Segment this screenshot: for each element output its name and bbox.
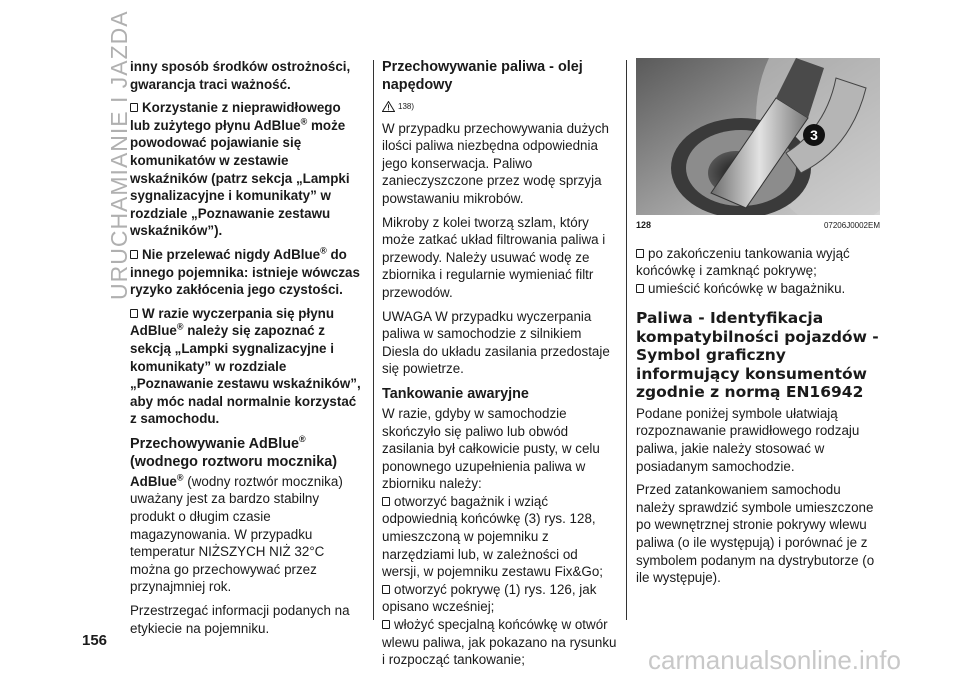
paragraph: UWAGA W przypadku wyczerpania paliwa w samochodzie z silnikiem Diesla do układu zasilania przedostaje się powietrze. [382, 308, 610, 377]
column-1 [130, 58, 362, 643]
section-heading: Przechowywanie AdBlue® (wodnego roztworu mocznika) [130, 434, 338, 470]
bullet-item: W razie wyczerpania się płynu AdBlue® należy się zapoznać z sekcją „Lampki sygnalizacyjne i komunikaty” w rozdziale „Poznawanie zestawu wskaźników”, aby móc nadal normalnie korzystać z samochodu. [130, 305, 361, 427]
bullet-item: Korzystanie z nieprawidłowego lub zużytego płynu AdBlue® może powodować pojawianie się komunikatów w zestawie wskaźników (patrz sekcja „Lampki sygnalizacyjne i komunikaty” w rozdziale „Poznawanie zestawu wskaźników”). [130, 100, 350, 239]
bullet-item: Nie przelewać nigdy AdBlue® do innego pojemnika: istnieje wówczas ryzyko zakłócenia jego czystości. [130, 245, 360, 298]
chapter-title: URUCHAMIANIE I JAZDA [106, 10, 132, 300]
paragraph: Przestrzegać informacji podanych na etykiecie na pojemniku. [130, 603, 350, 636]
figure-callout: 3 [810, 127, 818, 143]
paragraph: W przypadku przechowywania dużych ilości paliwa niezbędna odpowiednia jego konserwacja. Paliwo zanieczyszczone przez wodę sprzyja powstawaniu mikrobów. [382, 120, 610, 206]
checkbox-bullet-icon [636, 284, 644, 293]
paragraph: AdBlue® (wodny roztwór mocznika) uważany jest za bardzo stabilny produkt o długim czasie magazynowania. W przypadku temperatur NIŻSZYCH NIŻ 32°C można go przechowywać przez przynajmniej rok. [130, 472, 343, 595]
watermark-text: carmanualsonline.info [648, 645, 901, 675]
figure-128-fuel-filler [636, 58, 880, 215]
warning-triangle-icon [382, 101, 395, 112]
checkbox-bullet-icon [130, 309, 138, 318]
bullet-item: po zakończeniu tankowania wyjąć końcówkę i zamknąć pokrywę; [636, 245, 850, 279]
page-number: 156 [82, 632, 108, 649]
bullet-item: umieścić końcówkę w bagażniku. [636, 280, 880, 298]
fuel-filler-photo [636, 58, 880, 215]
checkbox-bullet-icon [636, 249, 644, 258]
section-heading: Przechowywanie paliwa - olej napędowy [382, 59, 583, 93]
section-heading: Paliwa - Identyfikacja kompatybilności pojazdów - Symbol graficzny informujący konsumentów zgodnie z normą EN16942 [636, 309, 879, 402]
column-divider [626, 60, 627, 620]
paragraph: inny sposób środków ostrożności, gwarancja traci ważność. [130, 59, 351, 92]
checkbox-bullet-icon [130, 250, 138, 259]
bullet-item: otworzyć pokrywę (1) rys. 126, jak opisano wcześniej; [382, 581, 597, 615]
figure-code: 07206J0002EM [823, 221, 880, 230]
bullet-item: włożyć specjalną końcówkę w otwór wlewu paliwa, jak pokazano na rysunku i rozpocząć tankowanie; [382, 617, 617, 668]
checkbox-bullet-icon [382, 497, 390, 506]
warning-reference: 138) [382, 98, 414, 116]
section-heading: Tankowanie awaryjne [382, 385, 529, 402]
checkbox-bullet-icon [130, 103, 138, 112]
checkbox-bullet-icon [382, 620, 390, 629]
paragraph: Przed zatankowaniem samochodu należy sprawdzić symbole umieszczone po wewnętrznej stronie pokrywy wlewu paliwa (o ile występują) i porównać je z symbolem podanym na dystrybutorze (o ile występuje). [636, 482, 875, 586]
figure-number: 128 [636, 220, 652, 230]
checkbox-bullet-icon [382, 585, 390, 594]
paragraph: W razie, gdyby w samochodzie skończyło się paliwo lub obwód zasilania był całkowicie pusty, w celu ponownego uzupełnienia paliwa w zbiorniku należy: [382, 405, 600, 492]
paragraph: Podane poniżej symbole ułatwiają rozpoznawanie prawidłowego rodzaju paliwa, jakie należy stosować w posiadanym samochodzie. [636, 405, 860, 474]
chapter-side-label [80, 10, 132, 300]
column-divider [373, 60, 374, 620]
column-2 [382, 58, 617, 669]
column-3 [636, 58, 880, 593]
bullet-item: otworzyć bagażnik i wziąć odpowiednią końcówkę (3) rys. 128, umieszczoną w pojemniku z narzędziami lub, w zależności od wersji, w pojemniku zestawu Fix&Go; [382, 493, 604, 580]
figure-caption [636, 217, 880, 235]
paragraph: Mikroby z kolei tworzą szlam, który może zatkać układ filtrowania paliwa i przewody. Należy usuwać wodę ze zbiornika i regularnie wymieniać filtr przewodów. [382, 214, 606, 300]
